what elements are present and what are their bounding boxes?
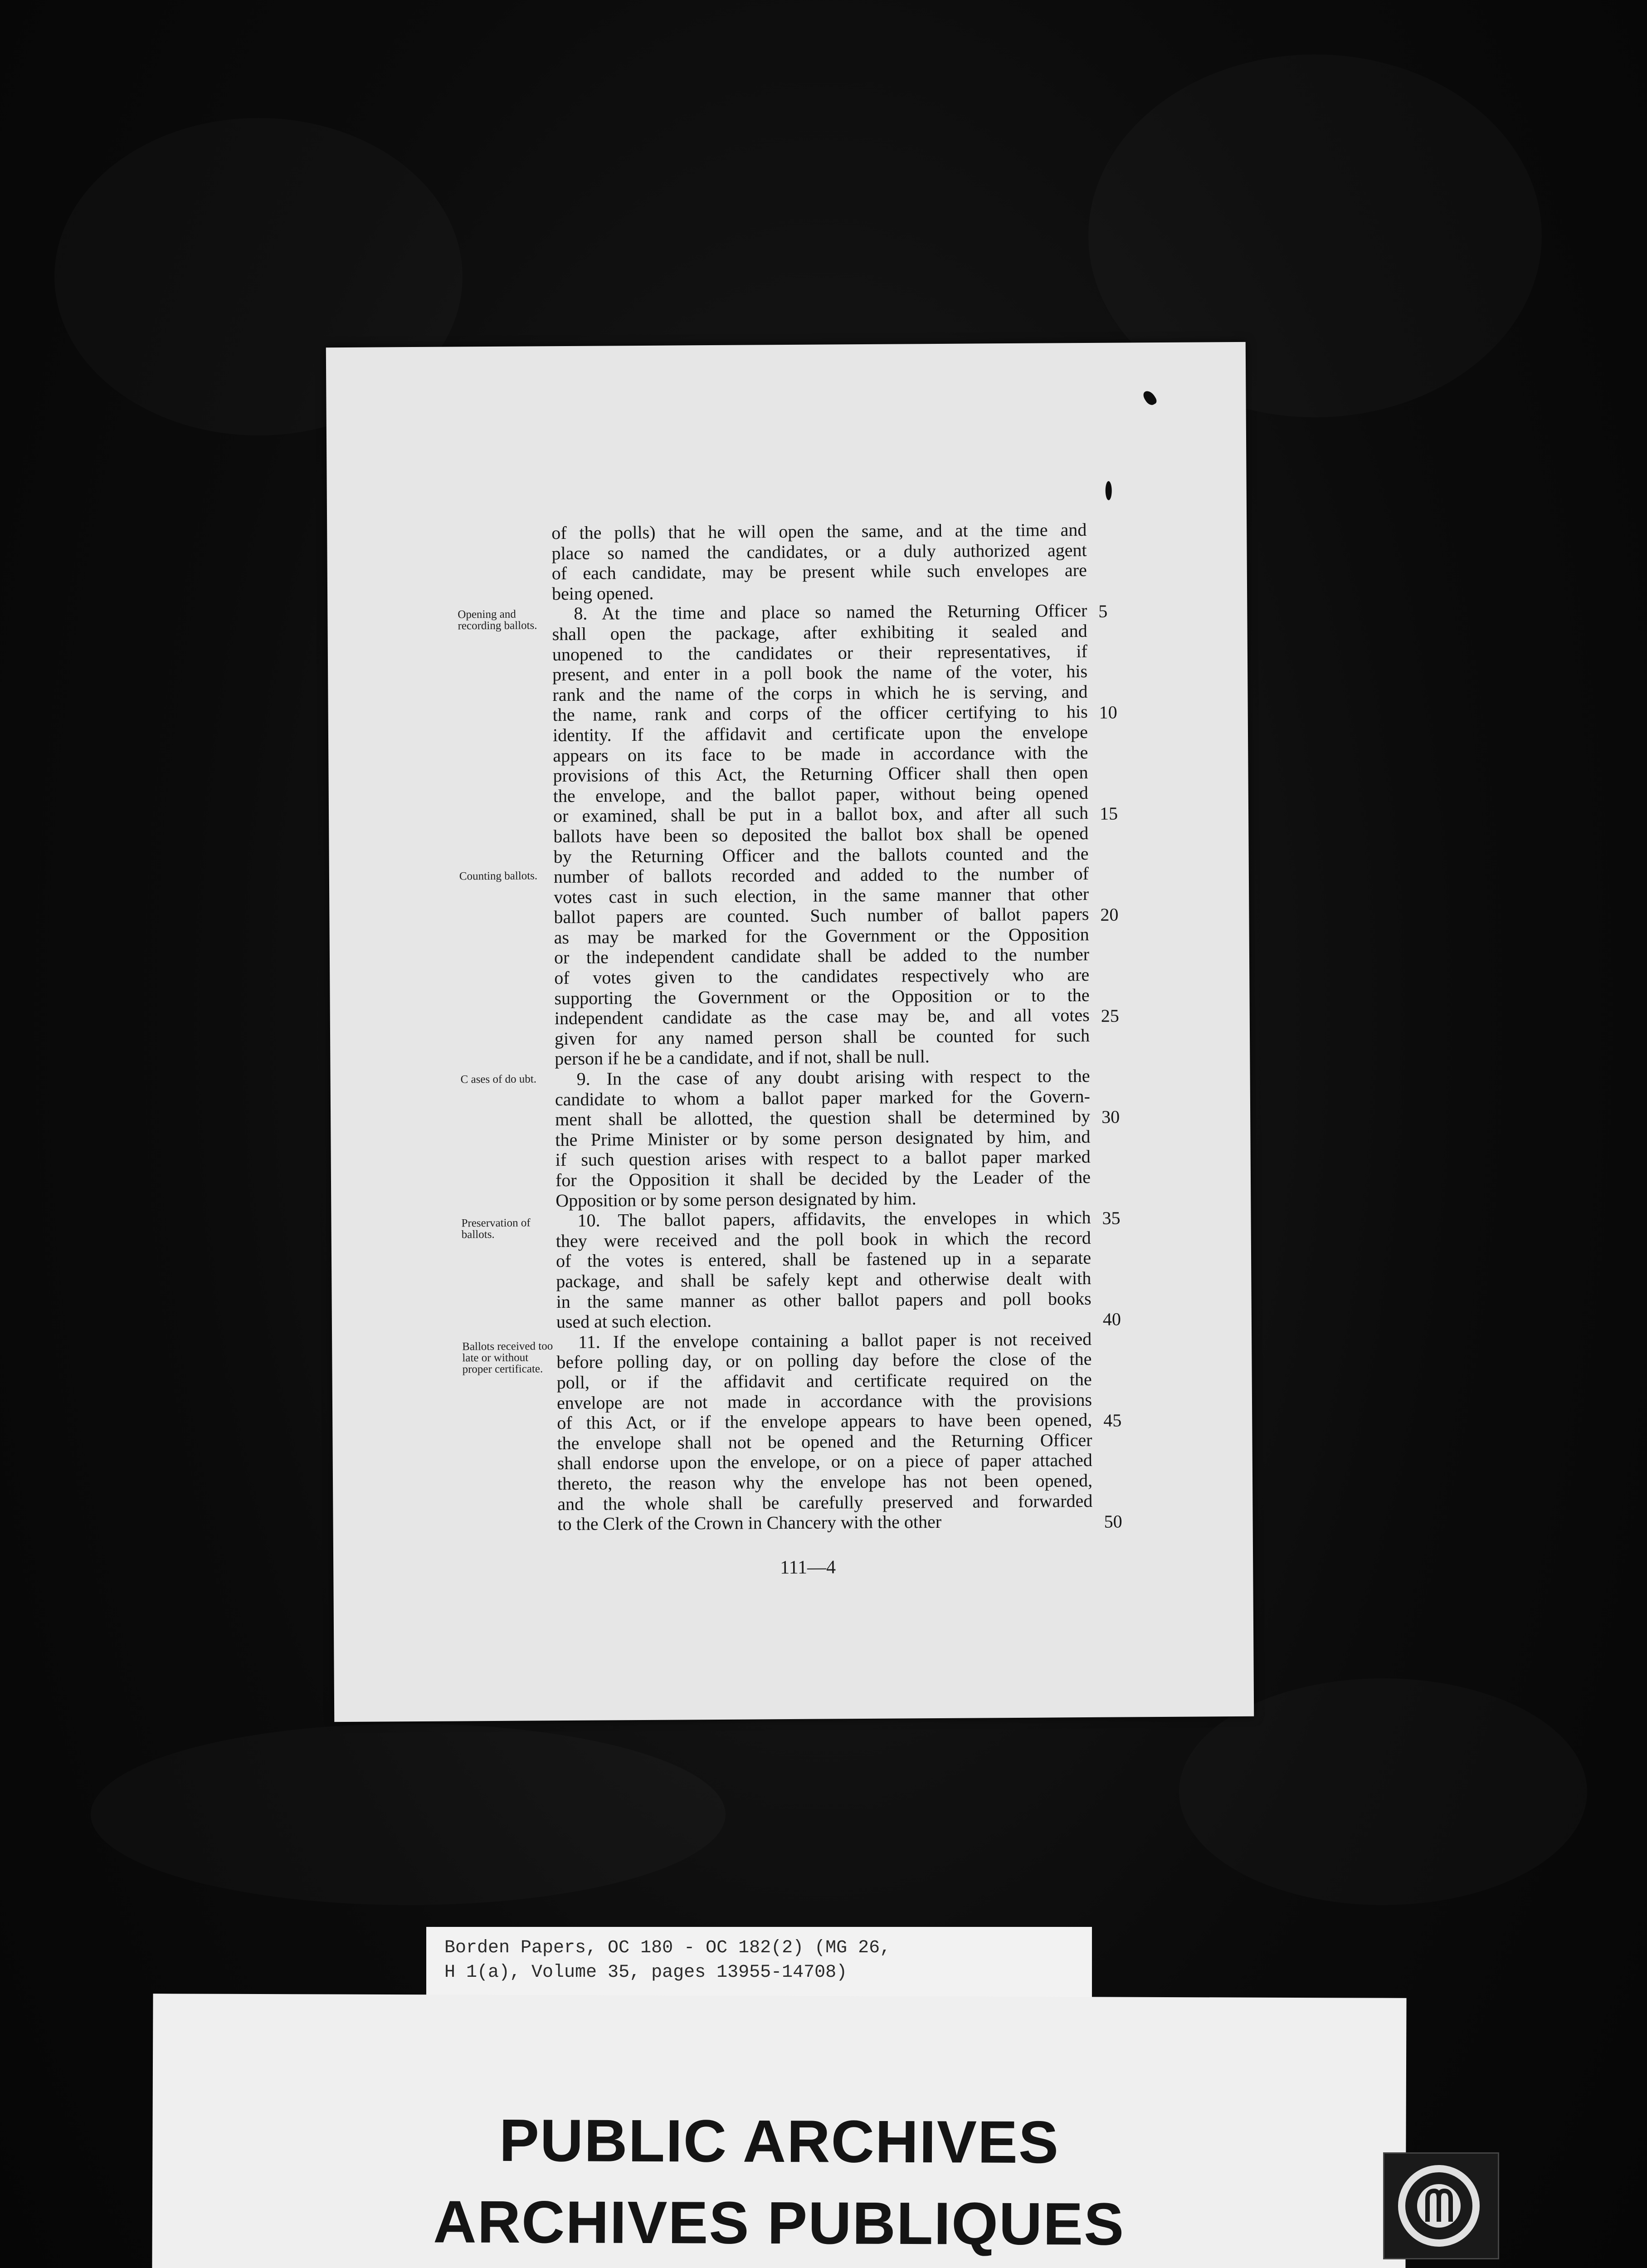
line-number: 35	[1102, 1207, 1121, 1228]
body-line: the envelope, and the ballot paper, without being opened	[553, 782, 1088, 806]
body-line: of the votes is entered, shall be fastened up in a separate	[555, 1247, 1092, 1271]
body-line: ballots have been so deposited the ballot box shall be opened	[553, 822, 1089, 847]
body-line: provisions of this Act, the Returning Officer shall then open	[553, 762, 1088, 786]
body-line: 11. If the envelope containing a ballot paper is not received	[578, 1328, 1092, 1352]
body-line: 10. The ballot papers, affidavits, the envelopes in which	[577, 1207, 1091, 1231]
ink-blot	[1141, 389, 1158, 407]
body-line: to the Clerk of the Crown in Chancery with the other	[557, 1511, 942, 1535]
body-line: 9. In the case of any doubt arising with respect to the	[576, 1065, 1090, 1089]
body-line: of this Act, or if the envelope appears to have been opened,	[557, 1409, 1092, 1433]
body-line: package, and shall be safely kept and otherwise dealt with	[556, 1267, 1092, 1292]
line-number: 25	[1101, 1005, 1119, 1026]
reference-label	[426, 1927, 1092, 2000]
body-line: or examined, shall be put in a ballot box, and after all such	[553, 802, 1089, 826]
body-line: for the Opposition it shall be decided by the Leader of the	[555, 1166, 1091, 1191]
body-line: shall endorse upon the envelope, or on a piece of paper attached	[557, 1450, 1092, 1474]
body-line: by the Returning Officer and the ballots counted and the	[553, 843, 1089, 867]
line-number: 5	[1098, 601, 1108, 621]
margin-note: C ases of do ubt.	[460, 1073, 537, 1086]
body-line: ballot papers are counted. Such number of ballot papers	[554, 904, 1089, 928]
body-line: 8. At the time and place so named the Returning Officer	[574, 600, 1087, 624]
line-number: 45	[1103, 1410, 1122, 1431]
body-line: independent candidate as the case may be, and all votes	[554, 1005, 1090, 1029]
body-line: identity. If the affidavit and certificate upon the envelope	[552, 721, 1088, 746]
line-number: 15	[1099, 803, 1118, 824]
body-line: of votes given to the candidates respectively who are	[554, 964, 1090, 988]
line-number: 10	[1099, 702, 1117, 723]
body-line: of each candidate, may be present while such envelopes are	[551, 560, 1087, 584]
body-line: used at such election.	[556, 1310, 712, 1332]
body-line: and the whole shall be carefully preserved and forwarded	[557, 1490, 1093, 1514]
body-text	[551, 520, 1093, 1535]
document-page	[326, 342, 1254, 1722]
body-line: Opposition or by some person designated by him.	[555, 1188, 916, 1211]
archives-seal-icon	[1383, 2152, 1499, 2259]
body-line: or the independent candidate shall be added to the number	[554, 944, 1090, 968]
body-line: place so named the candidates, or a duly authorized agent	[551, 539, 1087, 563]
card-title-english: PUBLIC ARCHIVES	[499, 2107, 1060, 2176]
body-line: they were received and the poll book in which the record	[555, 1227, 1091, 1251]
body-line: envelope are not made in accordance with the provisions	[556, 1389, 1092, 1413]
body-line: in the same manner as other ballot papers and poll books	[556, 1288, 1092, 1312]
line-number: 20	[1100, 904, 1119, 925]
body-line: shall open the package, after exhibiting it sealed and	[552, 620, 1087, 645]
body-line: poll, or if the affidavit and certificate required on the	[556, 1369, 1092, 1393]
page-folio: 111—4	[780, 1557, 836, 1579]
ink-blot	[1106, 481, 1112, 500]
body-line: rank and the name of the corps in which he is serving, and	[552, 681, 1088, 705]
body-line: the envelope shall not be opened and the Returning Officer	[557, 1429, 1092, 1453]
archives-card	[151, 1994, 1406, 2268]
card-title-french: ARCHIVES PUBLIQUES	[433, 2188, 1125, 2258]
body-line: present, and enter in a poll book the name of the voter, his	[552, 661, 1088, 685]
archives-seal-graphic	[1384, 2154, 1498, 2258]
margin-note: Counting ballots.	[459, 870, 538, 883]
reference-line: Borden Papers, OC 180 - OC 182(2) (MG 26,	[444, 1938, 891, 1958]
reference-line: H 1(a), Volume 35, pages 13955-14708)	[444, 1962, 848, 1983]
line-number: 50	[1104, 1511, 1122, 1532]
margin-note: Opening and recording ballots.	[458, 608, 537, 632]
body-line: given for any named person shall be counted for such	[554, 1025, 1090, 1049]
body-line: the Prime Minister or by some person designated by him, and	[555, 1126, 1091, 1150]
body-line: being opened.	[551, 582, 654, 604]
body-line: number of ballots recorded and added to the number of	[553, 863, 1089, 887]
line-number: 40	[1102, 1309, 1121, 1330]
body-line: of the polls) that he will open the same, and at the time and	[551, 519, 1087, 543]
body-line: before polling day, or on polling day before the close of the	[556, 1349, 1092, 1373]
body-line: ment shall be allotted, the question shall be determined by	[555, 1106, 1091, 1130]
body-line: as may be marked for the Government or the Opposition	[554, 924, 1089, 948]
margin-note: Ballots received too late or without proper certificate.	[462, 1340, 553, 1376]
background-texture	[91, 1724, 726, 1905]
body-line: unopened to the candidates or their representatives, if	[552, 640, 1088, 665]
body-line: appears on its face to be made in accordance with the	[553, 742, 1088, 766]
body-line: person if he be a candidate, and if not, shall be null.	[555, 1046, 930, 1069]
body-line: votes cast in such election, in the same manner that other	[554, 883, 1089, 907]
body-line: thereto, the reason why the envelope has not been opened,	[557, 1470, 1093, 1494]
line-number: 30	[1101, 1106, 1120, 1127]
body-line: the name, rank and corps of the officer certifying to his	[552, 701, 1088, 725]
body-line: candidate to whom a ballot paper marked for the Govern-	[555, 1085, 1091, 1110]
body-line: if such question arises with respect to a ballot paper marked	[555, 1146, 1091, 1170]
margin-note: Preservation of ballots.	[461, 1217, 531, 1241]
body-line: supporting the Government or the Opposition or to the	[554, 984, 1090, 1008]
